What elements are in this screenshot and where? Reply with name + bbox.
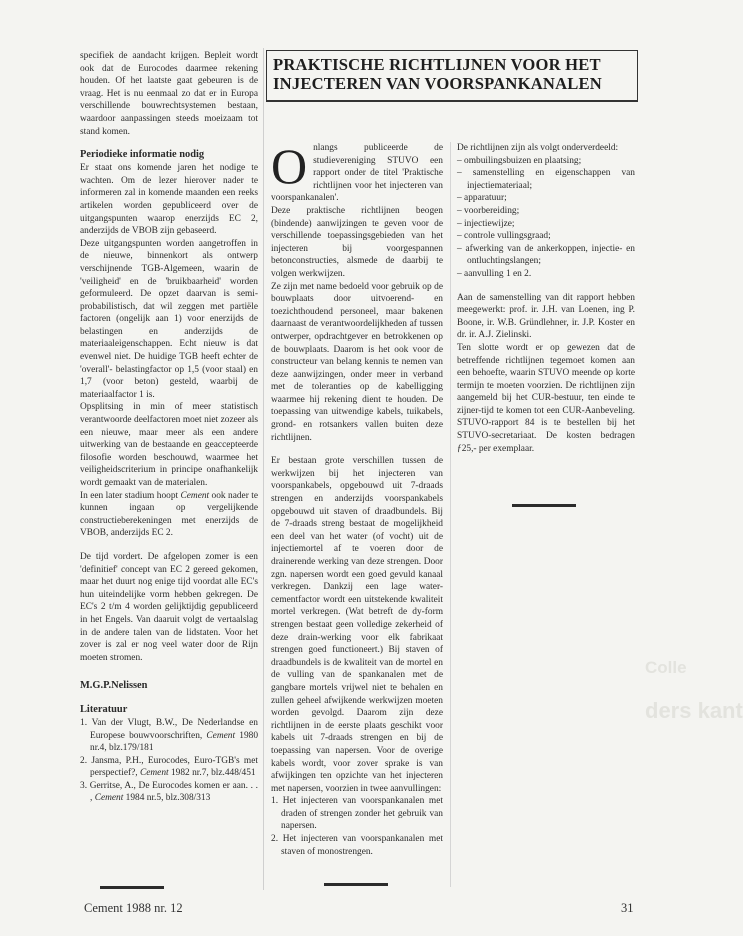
supplement-item: 2. Het injecteren van voorspankanalen met staven of monostrengen. bbox=[271, 834, 443, 857]
subdivision-item: – voorbereiding; bbox=[457, 205, 520, 216]
contributors-paragraph: Aan de samenstelling van dit rapport hebben meegewerkt: prof. ir. J.H. van Loenen, ing P. Boone, ir. W.B. Gründlehner, ir. J.P. Koster en dr. ir. A.J. Zielinski. bbox=[457, 292, 635, 341]
subdivision-item: – aanvulling 1 en 2. bbox=[457, 268, 532, 279]
literature-item: 2. Jansma, P.H., Eurocodes, Euro-TGB's met perspectief?, Cement 1982 nr.7, blz.448/451 bbox=[80, 755, 258, 779]
end-bar bbox=[512, 504, 576, 507]
article-title-line-2: INJECTEREN VAN VOORSPANKANALEN bbox=[273, 74, 602, 93]
article-paragraph-3: Ze zijn met name bedoeld voor gebruik op de bouwplaats door uitvoerend- en toezichthoudend personeel, maar bakenen daarnaast de verantwoordelijkheden af tussen ontwerper, opdrachtgever en betrokkenen op de bouwplaats. Daarom is het ook voor de constructeur van belang kennis te nemen van deze aanwijzingen, onder meer in verband met de toleranties op de kabelligging waarmee hij rekening dient te houden. De toepassing van uitwendige kabels, tuikabels, grond- en rotsankers vallen buiten deze richtlijnen. bbox=[271, 281, 443, 443]
literature-heading: Literatuur bbox=[80, 703, 128, 715]
left-paragraph-2: Deze uitgangspunten worden aangetroffen in de nieuwe, binnenkort als ontwerp verschijnende TGB-Algemeen, waarin de 'veiligheid' en de 'bruikbaarheid' worden geformuleerd. De opzet daarvan is semi-probabilistisch, dat wil zeggen met partiële factoren (ongelijk aan 1) voor enerzijds de belastingen en anderzijds de materiaaleigenschappen. Echt nieuw is dat evenwel niet. De huidige TGB heeft echter de 'overall'- belastingfactor op 1,5 (voor staal) en 1,7 (voor beton) gesteld, waarbij de materiaalfactor 1 is. bbox=[80, 238, 258, 400]
article-paragraph-2: Deze praktische richtlijnen beogen (bindende) aanwijzingen te geven voor de verschillende toepassingsgebieden van het injecteren bij voorgespannen betonconstructies, alsmede de daarbij te volgen werkwijzen. bbox=[271, 205, 443, 279]
supplement-item: 1. Het injecteren van voorspankanalen met draden of strengen zonder het gebruik van napersen. bbox=[271, 796, 443, 832]
subdivision-item: – samenstelling en eigenschappen van injectiemateriaal; bbox=[457, 168, 635, 191]
literature-list bbox=[80, 717, 258, 805]
section-heading: Periodieke informatie nodig bbox=[80, 149, 205, 161]
article-header-box bbox=[266, 50, 638, 100]
left-paragraph-3: Opsplitsing in min of meer statistisch verantwoorde deelfactoren moet niet zozeer als een nieuwe, maar meer als een andere uitwerking van de bestaande en geaccepteerde filosofie worden beschouwd, waarmee het veiligheidscriterium in principe onafhankelijk wordt gemaakt van de materialen. bbox=[80, 402, 258, 488]
article-middle-column bbox=[271, 138, 443, 858]
subdivision-item: – controle vullingsgraad; bbox=[457, 231, 551, 242]
drop-cap: O bbox=[271, 138, 308, 194]
page-number: 31 bbox=[621, 901, 634, 915]
left-intro-paragraph: specifiek de aandacht krijgen. Bepleit wordt ook dat de Eurocodes daarmee rekening houden. Of het laatste gaat gebeuren is de vraag. Het is nu eenmaal zo dat er in Europa verschillende bouwrechtsystemen bestaan, waardoor aanpassingen steeds moeizaam tot stand komen. bbox=[80, 51, 258, 137]
closing-paragraph: Ten slotte wordt er op gewezen dat de betreffende richtlijnen tegemoet komen aan een behoefte, waarin STUVO meende op korte termijn te moeten voorzien. De richtlijnen zijn aangemeld bij het CUR-bestuur, ten einde te zijner-tijd te komen tot een CUR-Aanbeveling. STUVO-rapport 84 is te bestellen bij het STUVO-secretariaat. De kosten bedragen ƒ25,- per exemplaar. bbox=[457, 342, 635, 454]
subdivision-list bbox=[457, 155, 635, 281]
header-rule bbox=[266, 100, 638, 102]
subdivision-item: – ombuilingsbuizen en plaatsing; bbox=[457, 155, 582, 166]
article-right-column bbox=[457, 142, 635, 455]
author-name: M.G.P.Nelissen bbox=[80, 680, 148, 692]
show-through-text: ders kant bbox=[645, 698, 743, 723]
article-paragraph-1: Onlangs publiceerde de studievereniging STUVO een rapport onder de titel 'Praktische richtlijnen voor het injecteren van voorspankanalen'. bbox=[271, 138, 443, 204]
left-column bbox=[80, 50, 258, 805]
subdivision-item: – injectiewijze; bbox=[457, 218, 515, 229]
literature-item: 3. Gerritse, A., De Eurocodes komen er aan. . . , Cement 1984 nr.5, blz.308/313 bbox=[80, 780, 258, 804]
end-bar bbox=[324, 883, 388, 886]
show-through-text: Colle bbox=[645, 658, 687, 677]
left-paragraph-4: In een later stadium hoopt Cement ook nader te kunnen ingaan op vergelijkende constructieberekeningen met enerzijds de VBOB, anderzijds EC 2. bbox=[80, 490, 258, 539]
subdivision-item: – afwerking van de ankerkoppen, injectie- en ontluchtingslangen; bbox=[457, 243, 635, 267]
column-divider bbox=[263, 48, 264, 890]
column-divider bbox=[450, 142, 451, 887]
literature-item: 1. Van der Vlugt, B.W., De Nederlandse en Europese bouwvoorschriften, Cement 1980 nr.4, blz.179/181 bbox=[80, 717, 258, 754]
left-paragraph-5: De tijd vordert. De afgelopen zomer is een 'definitief' concept van EC 2 gereed gekomen, maar het duurt nog enige tijd voordat alle EC's hun uiteindelijke vorm hebben gekregen. De EC's 2 t/m 4 worden gelijktijdig gepubliceerd in het Engels. Van daaruit volgt de vertaalslag in de andere talen van de lidstaten. Voor het zover is zal er nog veel water door de Rijn moeten stromen. bbox=[80, 551, 258, 663]
end-bar bbox=[100, 886, 164, 889]
article-title-line-1: PRAKTISCHE RICHTLIJNEN VOOR HET bbox=[273, 55, 601, 74]
subdivision-intro: De richtlijnen zijn als volgt onderverdeeld: bbox=[457, 143, 619, 153]
subdivision-item: – apparatuur; bbox=[457, 193, 507, 204]
journal-footer: Cement 1988 nr. 12 bbox=[84, 901, 183, 915]
article-paragraph-4: Er bestaan grote verschillen tussen de werkwijzen bij het injecteren van voorspankabels, opgebouwd uit 7-draads strengen en anderzijds voorspankabels opgebouwd uit staven of draadbundels. Bij de 7-draads streng bestaat de mogelijkheid een deel van het water (of vocht) uit de injectiemortel af te voeren door de drainerende werking van deze strengen. Door zgn. napersen wordt een goed gevuld kanaal verkregen. Dankzij een lage water-cementfactor wordt een uitstekende kwaliteit mortel verkregen. (Wat betreft de dy-form strengen bestaat geen volledige zekerheid of deze drain-werking voor elk fabrikaat strengen goed functioneert.) Bij staven of draadbundels is de kwaliteit van de mortel en de vulling van de spankanalen met de gangbare mortels vrijwel niet te behalen en zullen geheel afwijkende werkwijzen moeten worden gevolgd. Daarom zijn deze richtlijnen in de eerste plaats geschikt voor kabels uit 7-draads strengen en bij de toepassing van napersen. Voor de overige kabels wordt, voor zover sprake is van afwijkingen ten opzichte van het injecteren met napersen, voorzien in twee aanvullingen: bbox=[271, 456, 443, 794]
supplement-list bbox=[271, 795, 443, 858]
left-paragraph-1: Er staat ons komende jaren het nodige te wachten. Om de lezer hierover nader te informeren zal in komende maanden een reeks artikelen worden gepubliceerd over de uitgangspunten waarop enerzijds EC 2, anderzijds de VBOB zijn gebaseerd. bbox=[80, 163, 258, 237]
